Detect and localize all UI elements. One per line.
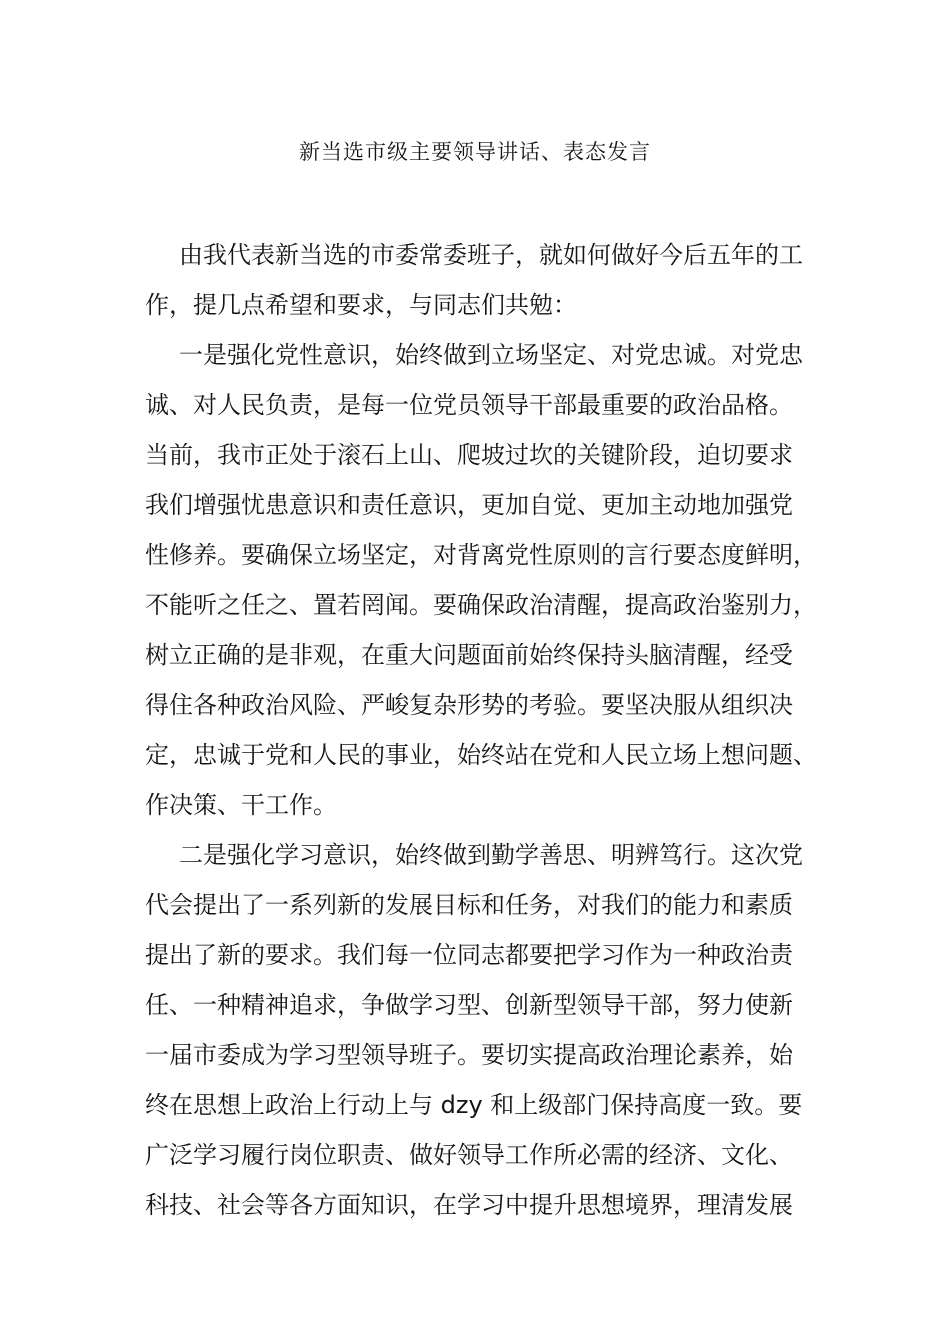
paragraph-line: 提出了新的要求。我们每一位同志都要把学习作为一种政治责 bbox=[145, 941, 793, 969]
paragraph-line: 作决策、干工作。 bbox=[145, 791, 337, 819]
paragraph-line: 定，忠诚于党和人民的事业，始终站在党和人民立场上想问题、 bbox=[145, 741, 817, 769]
paragraph-line: 二是强化学习意识，始终做到勤学善思、明辨笃行。这次党 bbox=[179, 841, 803, 869]
paragraph-line: 得住各种政治风险、严峻复杂形势的考验。要坚决服从组织决 bbox=[145, 691, 793, 719]
paragraph-line: 我们增强忧患意识和责任意识，更加自觉、更加主动地加强党 bbox=[145, 491, 793, 519]
paragraph-line: 任、一种精神追求，争做学习型、创新型领导干部，努力使新 bbox=[145, 991, 793, 1019]
paragraph-line: 不能听之任之、置若罔闻。要确保政治清醒，提高政治鉴别力， bbox=[145, 591, 817, 619]
paragraph-line: 作，提几点希望和要求，与同志们共勉： bbox=[145, 291, 577, 319]
document-body bbox=[145, 230, 825, 1230]
paragraph-line: 由我代表新当选的市委常委班子，就如何做好今后五年的工 bbox=[179, 241, 803, 269]
paragraph-line: 科技、社会等各方面知识，在学习中提升思想境界，理清发展 bbox=[145, 1191, 793, 1219]
document-title: 新当选市级主要领导讲话、表态发言 bbox=[299, 140, 651, 164]
paragraph-line: 当前，我市正处于滚石上山、爬坡过坎的关键阶段，迫切要求 bbox=[145, 441, 793, 469]
paragraph-line: 一届市委成为学习型领导班子。要切实提高政治理论素养，始 bbox=[145, 1041, 793, 1069]
paragraph-line: 一是强化党性意识，始终做到立场坚定、对党忠诚。对党忠 bbox=[179, 341, 803, 369]
paragraph-line: 诚、对人民负责，是每一位党员领导干部最重要的政治品格。 bbox=[145, 391, 793, 419]
paragraph-line: 树立正确的是非观，在重大问题面前始终保持头脑清醒，经受 bbox=[145, 641, 793, 669]
paragraph-line: 终在思想上政治上行动上与 dzy 和上级部门保持高度一致。要 bbox=[145, 1091, 803, 1119]
paragraph-line: 广泛学习履行岗位职责、做好领导工作所必需的经济、文化、 bbox=[145, 1141, 793, 1169]
paragraph-line: 代会提出了一系列新的发展目标和任务，对我们的能力和素质 bbox=[145, 891, 793, 919]
paragraph-line: 性修养。要确保立场坚定，对背离党性原则的言行要态度鲜明， bbox=[145, 541, 817, 569]
